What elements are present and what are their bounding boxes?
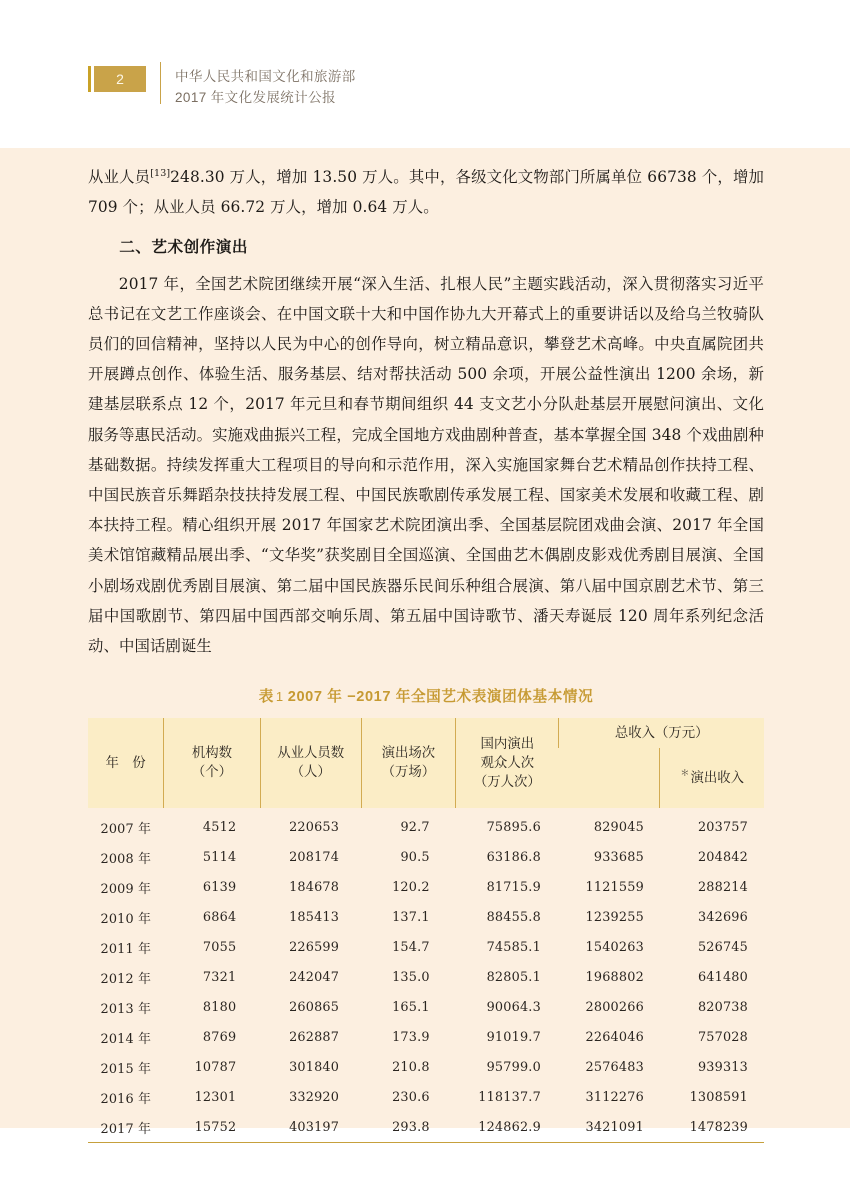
performance-income-star: ＊ xyxy=(680,769,690,780)
cell-performances: 137.1 xyxy=(392,909,430,925)
cell-total-income: 3112276 xyxy=(585,1089,644,1105)
main-paragraph: 2017 年，全国艺术院团继续开展“深入生活、扎根人民”主题实践活动，深入贯彻落实习近平总书记在文艺工作座谈会、在中国文联十大和中国作协九大开幕式上的重要讲话以及给乌兰牧骑队员们的回信精神，坚持以人民为中心的创作导向，树立精品意识，攀登艺术高峰。中央直属院团共开展蹲点创作、体验生活、服务基层、结对帮扶活动 500 余项，开展公益性演出 1200 余场，新建基层联系点 12 个，2017 年元旦和春节期间组织 44 支文艺小分队赴基层开展慰问演出、文化服务等惠民活动。实施戏曲振兴工程，完成全国地方戏曲剧种普查，基本掌握全国 348 个戏曲剧种基础数据。持续发挥重大工程项目的导向和示范作用，深入实施国家舞台艺术精品创作扶持工程、中国民族音乐舞蹈杂技扶持发展工程、中国民族歌剧传承发展工程、国家美术发展和收藏工程、剧本扶持工程。精心组织开展 2017 年国家艺术院团演出季、全国基层院团戏曲会演、2017 年全国美术馆馆藏精品展出季、“文华奖”获奖剧目全国巡演、全国曲艺木偶剧皮影戏优秀剧目展演、全国小剧场戏剧优秀剧目展演、第二届中国民族器乐民间乐种组合展演、第八届中国京剧艺术节、第三届中国歌剧节、第四届中国西部交响乐周、第五届中国诗歌节、潘天寿诞辰 120 周年系列纪念活动、中国话剧诞生 xyxy=(88,274,764,656)
statistics-table xyxy=(88,718,764,1143)
cell-orgs: 8769 xyxy=(202,1029,237,1045)
header-title-line-2: 2017 年文化发展统计公报 xyxy=(175,90,336,105)
lead-paragraph-rest: 248.30 万人，增加 13.50 万人。其中，各级文化文物部门所属单位 66738 个，增加 709 个；从业人员 66.72 万人，增加 0.64 万人。 xyxy=(88,168,764,217)
table-head xyxy=(88,718,764,808)
page-number-badge: 2 xyxy=(94,66,146,92)
table-row xyxy=(88,962,764,992)
cell-orgs: 4512 xyxy=(202,819,237,835)
cell-performance-income: 939313 xyxy=(697,1059,748,1075)
cell-staff: 332920 xyxy=(289,1089,340,1105)
col-header-staff-unit: （人） xyxy=(290,765,331,781)
cell-year: 2016 年 xyxy=(100,1091,152,1107)
table-caption-number: 1 xyxy=(275,689,284,705)
table-caption xyxy=(88,685,764,706)
page-content-panel xyxy=(0,148,850,1137)
section-heading: 二、艺术创作演出 xyxy=(119,237,248,257)
cell-orgs: 15752 xyxy=(164,1112,261,1143)
cell-year: 2014 年 xyxy=(100,1031,152,1047)
cell-orgs: 10787 xyxy=(194,1059,237,1075)
cell-audience: 63186.8 xyxy=(486,849,541,865)
cell-performances: 165.1 xyxy=(392,999,430,1015)
cell-performance-income: 526745 xyxy=(697,939,748,955)
cell-performance-income: 1478239 xyxy=(660,1112,764,1143)
header-title-block xyxy=(175,66,356,108)
table-caption-label: 表 xyxy=(258,689,274,706)
cell-year: 2011 年 xyxy=(100,941,152,957)
table-row xyxy=(88,932,764,962)
table-row xyxy=(88,902,764,932)
cell-total-income: 1968802 xyxy=(585,969,644,985)
cell-year: 2009 年 xyxy=(100,881,152,897)
cell-orgs: 7321 xyxy=(202,969,237,985)
cell-performance-income: 288214 xyxy=(697,879,748,895)
cell-year: 2010 年 xyxy=(100,911,152,927)
cell-performances: 293.8 xyxy=(361,1112,456,1143)
header-vertical-divider xyxy=(160,62,161,104)
cell-orgs: 7055 xyxy=(202,939,237,955)
table-row xyxy=(88,808,764,842)
cell-performance-income: 641480 xyxy=(697,969,748,985)
table-row xyxy=(88,1052,764,1082)
cell-year: 2013 年 xyxy=(100,1001,152,1017)
cell-total-income: 2800266 xyxy=(585,999,644,1015)
cell-performances: 210.8 xyxy=(392,1059,430,1075)
cell-performance-income: 820738 xyxy=(697,999,748,1015)
cell-orgs: 6139 xyxy=(202,879,237,895)
cell-audience: 81715.9 xyxy=(486,879,541,895)
cell-total-income: 1121559 xyxy=(585,879,644,895)
cell-staff: 262887 xyxy=(289,1029,340,1045)
cell-total-income: 933685 xyxy=(593,849,644,865)
header-title-line-1: 中华人民共和国文化和旅游部 xyxy=(175,69,356,84)
cell-orgs: 6864 xyxy=(202,909,237,925)
table-row xyxy=(88,992,764,1022)
cell-staff: 184678 xyxy=(289,879,340,895)
cell-staff: 208174 xyxy=(289,849,340,865)
cell-staff: 220653 xyxy=(289,819,340,835)
col-header-total-income: 总收入（万元） xyxy=(559,718,764,748)
cell-orgs: 8180 xyxy=(202,999,237,1015)
cell-orgs: 12301 xyxy=(194,1089,237,1105)
cell-audience: 91019.7 xyxy=(486,1029,541,1045)
cell-audience: 88455.8 xyxy=(486,909,541,925)
cell-audience: 124862.9 xyxy=(456,1112,559,1143)
cell-audience: 82805.1 xyxy=(486,969,541,985)
cell-total-income: 1540263 xyxy=(585,939,644,955)
cell-year: 2017 年 xyxy=(88,1112,164,1143)
cell-total-income: 1239255 xyxy=(585,909,644,925)
table-row xyxy=(88,842,764,872)
col-header-audience-label: 国内演出 xyxy=(480,736,535,752)
table-caption-title: 2007 年 −2017 年全国艺术表演团体基本情况 xyxy=(287,689,594,706)
cell-total-income: 2576483 xyxy=(585,1059,644,1075)
page-running-header xyxy=(0,0,850,148)
col-header-total-income-spacer xyxy=(559,748,660,808)
cell-total-income: 3421091 xyxy=(559,1112,660,1143)
col-header-staff-label: 从业人员数 xyxy=(277,746,345,762)
cell-performances: 90.5 xyxy=(400,849,430,865)
cell-total-income: 829045 xyxy=(593,819,644,835)
lead-paragraph xyxy=(88,162,764,222)
table-row xyxy=(88,872,764,902)
cell-audience: 90064.3 xyxy=(486,999,541,1015)
cell-staff: 403197 xyxy=(260,1112,361,1143)
content-column xyxy=(88,162,764,1143)
cell-audience: 95799.0 xyxy=(486,1059,541,1075)
cell-staff: 242047 xyxy=(289,969,340,985)
col-header-performance-income xyxy=(660,748,764,808)
col-header-audience-unit2: （万人次） xyxy=(473,774,541,790)
cell-performance-income: 342696 xyxy=(697,909,748,925)
cell-audience: 74585.1 xyxy=(486,939,541,955)
col-header-orgs-label: 机构数 xyxy=(191,746,233,762)
cell-performances: 120.2 xyxy=(392,879,430,895)
header-inner xyxy=(88,66,356,108)
table-body xyxy=(88,808,764,1143)
cell-performances: 92.7 xyxy=(400,819,430,835)
cell-year: 2012 年 xyxy=(100,971,152,987)
cell-performances: 135.0 xyxy=(392,969,430,985)
cell-year: 2008 年 xyxy=(100,851,152,867)
col-header-audience-unit: 观众人次 xyxy=(480,755,535,771)
cell-performances: 230.6 xyxy=(392,1089,430,1105)
col-header-year: 年 份 xyxy=(88,718,164,808)
cell-performances: 173.9 xyxy=(392,1029,430,1045)
cell-performance-income: 757028 xyxy=(697,1029,748,1045)
col-header-audience xyxy=(456,718,559,808)
cell-staff: 260865 xyxy=(289,999,340,1015)
table-row xyxy=(88,1082,764,1112)
cell-performance-income: 203757 xyxy=(697,819,748,835)
cell-performance-income: 204842 xyxy=(697,849,748,865)
col-header-performance-income-label: 演出收入 xyxy=(690,770,744,786)
cell-orgs: 5114 xyxy=(202,849,237,865)
cell-staff: 185413 xyxy=(289,909,340,925)
cell-year: 2007 年 xyxy=(100,821,152,837)
table-row xyxy=(88,1022,764,1052)
col-header-orgs xyxy=(164,718,261,808)
footnote-marker-13: [13] xyxy=(150,167,171,179)
col-header-performances-label: 演出场次 xyxy=(381,746,436,762)
cell-staff: 301840 xyxy=(289,1059,340,1075)
cell-staff: 226599 xyxy=(289,939,340,955)
col-header-performances-unit: （万场） xyxy=(381,765,436,781)
cell-performance-income: 1308591 xyxy=(689,1089,748,1105)
table-row xyxy=(88,1112,764,1143)
table-header-row xyxy=(88,718,764,748)
cell-audience: 75895.6 xyxy=(486,819,541,835)
col-header-performances xyxy=(361,718,456,808)
cell-audience: 118137.7 xyxy=(478,1089,541,1105)
cell-total-income: 2264046 xyxy=(585,1029,644,1045)
col-header-staff xyxy=(260,718,361,808)
folio-accent-rule xyxy=(88,66,91,92)
cell-year: 2015 年 xyxy=(100,1061,152,1077)
col-header-orgs-unit: （个） xyxy=(191,765,233,781)
cell-performances: 154.7 xyxy=(392,939,430,955)
lead-paragraph-head: 从业人员 xyxy=(88,168,151,186)
